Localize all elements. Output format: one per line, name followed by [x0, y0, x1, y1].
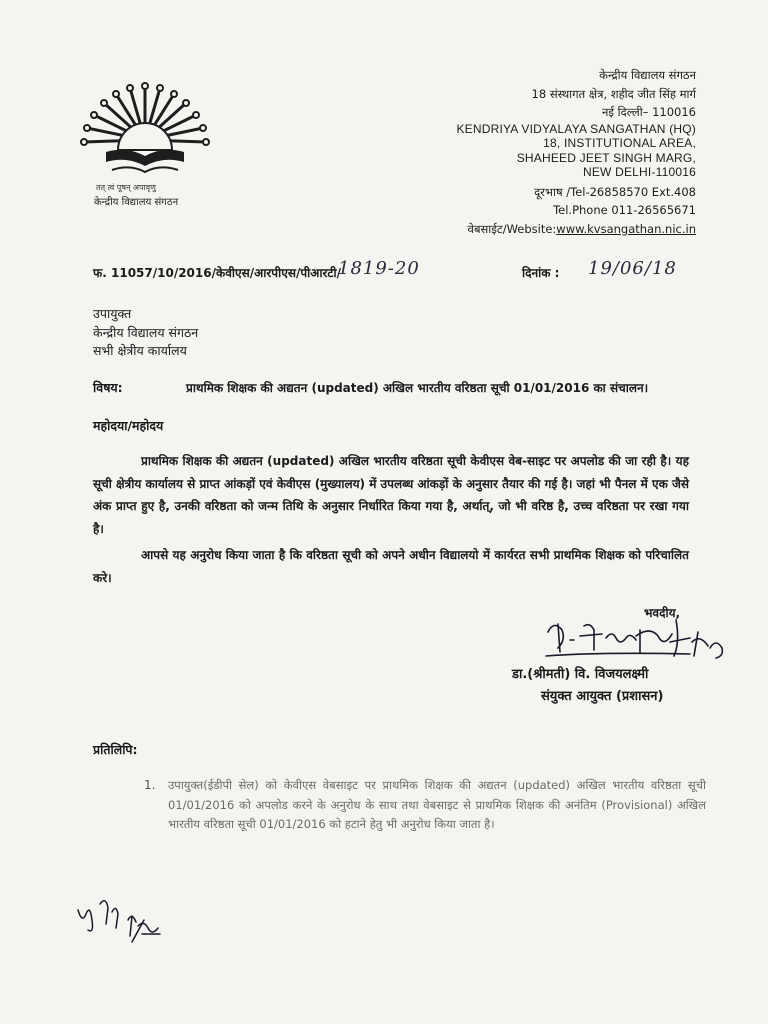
- addressee-line-3: सभी क्षेत्रीय कार्यालय: [93, 343, 187, 358]
- city-english: NEW DELHI-110016: [582, 165, 696, 179]
- date-label: दिनांक :: [522, 266, 560, 280]
- website-link[interactable]: www.kvsangathan.nic.in: [556, 221, 696, 236]
- body-paragraph-2: [93, 544, 689, 589]
- org-name-english: KENDRIYA VIDYALAYA SANGATHAN (HQ): [456, 121, 696, 136]
- addressee-line-2: केन्द्रीय विद्यालय संगठन: [93, 324, 199, 340]
- body-paragraph-1-text: प्राथमिक शिक्षक की अद्यतन (updated) अखिल भारतीय वरिष्ठता सूची केवीएस वेब-साइट पर अपलोड की जा रही है। यह सूची क्षेत्रीय कार्यालय से प्राप्त आंकड़ों एवं केवीएस (मुख्यालय) में उपलब्ध आंकड़ों के अनुसार तैयार की गई है। जहां भी पैनल में एक जैसे अंक प्राप्त हुए है, उनकी वरिष्ठता को जन्म तिथि के अनुसार निर्धारित किया गया है, अर्थात्, जो भी वरिष्ठ है, उच्च वरिष्ठता पर रखा गया है।: [93, 454, 690, 536]
- subject-label: विषय:: [93, 380, 123, 395]
- reference-number: फ. 11057/10/2016/केवीएस/आरपीएस/पीआरटी/: [93, 266, 341, 280]
- phone-line: दूरभाष /Tel-26858570 Ext.408: [534, 184, 696, 199]
- letterhead-address: [456, 66, 696, 238]
- logo-org-name: केन्द्रीय विद्यालय संगठन: [94, 197, 179, 208]
- copy-item-number: 1.: [144, 778, 156, 792]
- subject-text: प्राथमिक शिक्षक की अद्यतन (updated) अखिल भारतीय वरिष्ठता सूची 01/01/2016 का संचालन।: [186, 381, 649, 395]
- body-paragraph-2-text: आपसे यह अनुरोध किया जाता है कि वरिष्ठता सूची को अपने अधीन विद्यालयो में कार्यरत सभी प्राथमिक शिक्षक को परिचालित करे।: [93, 548, 689, 585]
- copy-to-label: प्रतिलिपि:: [93, 742, 138, 757]
- sun-book-emblem-icon: [78, 78, 213, 188]
- website-line: [456, 220, 696, 239]
- handwritten-date: 19/06/18: [588, 258, 677, 279]
- logo-motto: तत् त्वं पूषन् अपावृणु: [96, 183, 156, 192]
- addressee-line-1: उपायुक्त: [93, 306, 132, 321]
- copy-item-text: उपायुक्त(ईडीपी सेल) को केवीएस वेबसाइट पर प्राथमिक शिक्षक की अद्यतन (updated) अखिल भारतीय वरिष्ठता सूची 01/01/2016 को अपलोड करने के अनुरोध के साथ तथा वेबसाइट से प्राथमिक शिक्षक की अनंतिम (Provisional) अखिल भारतीय वरिष्ठता सूची 01/01/2016 को हटाने हेतु भी अनुरोध किया जाता है।: [168, 778, 706, 831]
- city-hindi: नई दिल्ली– 110016: [601, 105, 696, 119]
- org-name-hindi: केन्द्रीय विद्यालय संगठन: [599, 68, 696, 82]
- addressee-block: [93, 305, 198, 361]
- signatory-name: डा.(श्रीमती) वि. विजयलक्ष्मी: [512, 667, 649, 682]
- body-paragraph-1: [93, 450, 689, 540]
- signatory-designation: संयुक्त आयुक्त (प्रशासन): [541, 689, 664, 704]
- telephone-line: Tel.Phone 011-26565671: [553, 203, 696, 217]
- street-english-2: SHAHEED JEET SINGH MARG,: [516, 150, 696, 165]
- handwritten-reference-number: 1819-20: [338, 258, 420, 279]
- street-english-1: 18, INSTITUTIONAL AREA,: [543, 136, 696, 150]
- street-hindi: 18 संस्थागत क्षेत्र, शहीद जीत सिंह मार्ग: [531, 86, 696, 101]
- handwritten-initials: [72, 890, 192, 960]
- website-label: वेबसाईट/Website:: [467, 221, 557, 236]
- salutation: महोदया/महोदय: [93, 418, 164, 433]
- closing-word: भवदीय,: [644, 606, 681, 620]
